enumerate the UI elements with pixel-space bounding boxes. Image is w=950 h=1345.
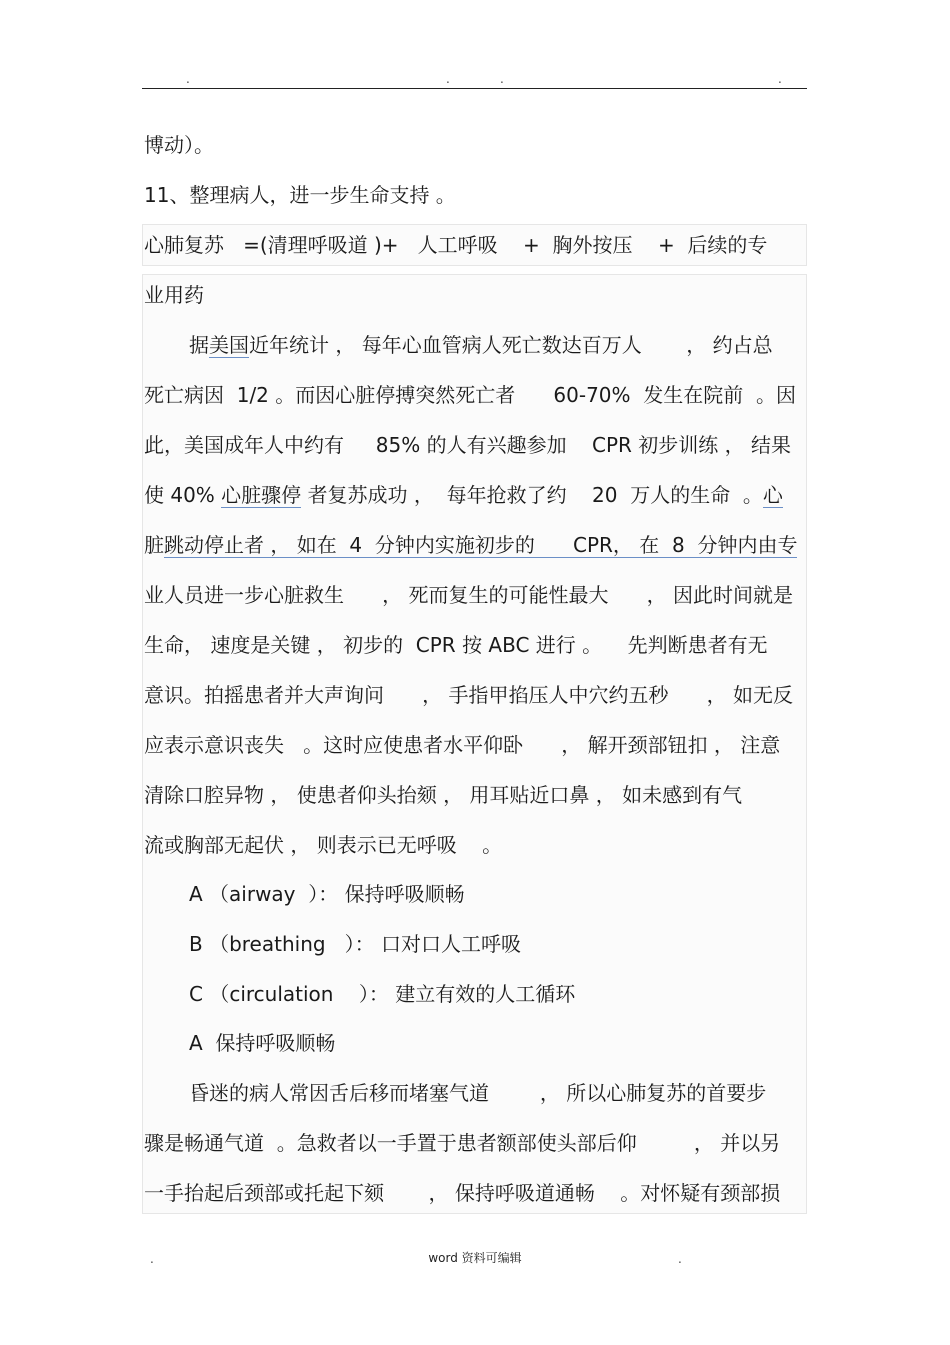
text-line: 据美国近年统计 ， 每年心血管病人死亡数达百万人 ， 约占总 bbox=[189, 333, 773, 357]
text-line: 业用药 bbox=[144, 283, 204, 307]
text-line: 意识。拍摇患者并大声询问 ， 手指甲掐压人中穴约五秒 ， 如无反 bbox=[144, 683, 794, 707]
formula-line: 心肺复苏 =(清理呼吸道 )+ 人工呼吸 + 胸外按压 + 后续的专 bbox=[144, 233, 768, 257]
underlined-term: 美国 bbox=[209, 333, 249, 357]
text-line: 11、整理病人，进一步生命支持 。 bbox=[144, 183, 456, 207]
header-dot: . bbox=[446, 72, 450, 86]
abc-item-b: B （breathing ）： 口对口人工呼吸 bbox=[189, 932, 521, 956]
section-heading-a: A 保持呼吸顺畅 bbox=[189, 1031, 336, 1055]
text-line: 此，美国成年人中约有 85% 的人有兴趣参加 CPR 初步训练 ， 结果 bbox=[144, 433, 792, 457]
text-line: 生命， 速度是关键 ， 初步的 CPR 按 ABC 进行 。 先判断患者有无 bbox=[144, 633, 768, 657]
header-dot: . bbox=[186, 72, 190, 86]
text-line: 死亡病因 1/2 。而因心脏停搏突然死亡者 60-70% 发生在院前 。因 bbox=[144, 383, 796, 407]
footer-dot: . bbox=[150, 1252, 154, 1266]
text-line: 使 40% 心脏骤停 者复苏成功 ， 每年抢救了约 20 万人的生命 。心 bbox=[144, 483, 783, 507]
underlined-term: 心 bbox=[762, 483, 783, 507]
footer-dot: . bbox=[678, 1252, 682, 1266]
underlined-term: 跳动停止者 ， 如在 4 分钟内实施初步的 CPR， 在 8 分钟内由专 bbox=[164, 533, 798, 557]
header-rule bbox=[142, 88, 807, 89]
text-line: 博动）。 bbox=[144, 133, 214, 157]
text-line: 业人员进一步心脏救生 ， 死而复生的可能性最大 ， 因此时间就是 bbox=[144, 583, 794, 607]
text-line: 骤是畅通气道 。急救者以一手置于患者额部使头部后仰 ， 并以另 bbox=[144, 1131, 781, 1155]
underlined-term: 心脏骤停 bbox=[221, 483, 302, 507]
header-dot: . bbox=[500, 72, 504, 86]
abc-item-c: C （circulation ）： 建立有效的人工循环 bbox=[189, 982, 576, 1006]
text-line: 一手抬起后颈部或托起下颏 ， 保持呼吸道通畅 。对怀疑有颈部损 bbox=[144, 1181, 781, 1205]
header-dot: . bbox=[778, 72, 782, 86]
text-line: 应表示意识丧失 。这时应使患者水平仰卧 ， 解开颈部钮扣 ， 注意 bbox=[144, 733, 781, 757]
text-line: 清除口腔异物 ， 使患者仰头抬颏 ， 用耳贴近口鼻 ， 如未感到有气 bbox=[144, 783, 743, 807]
footer-text: word 资料可编辑 bbox=[428, 1251, 522, 1265]
text-line: 流或胸部无起伏 ， 则表示已无呼吸 。 bbox=[144, 833, 503, 857]
text-line: 脏跳动停止者 ， 如在 4 分钟内实施初步的 CPR， 在 8 分钟内由专 bbox=[144, 533, 798, 557]
text-line: 昏迷的病人常因舌后移而堵塞气道 ， 所以心肺复苏的首要步 bbox=[189, 1081, 767, 1105]
abc-item-a: A （airway ）： 保持呼吸顺畅 bbox=[189, 882, 465, 906]
